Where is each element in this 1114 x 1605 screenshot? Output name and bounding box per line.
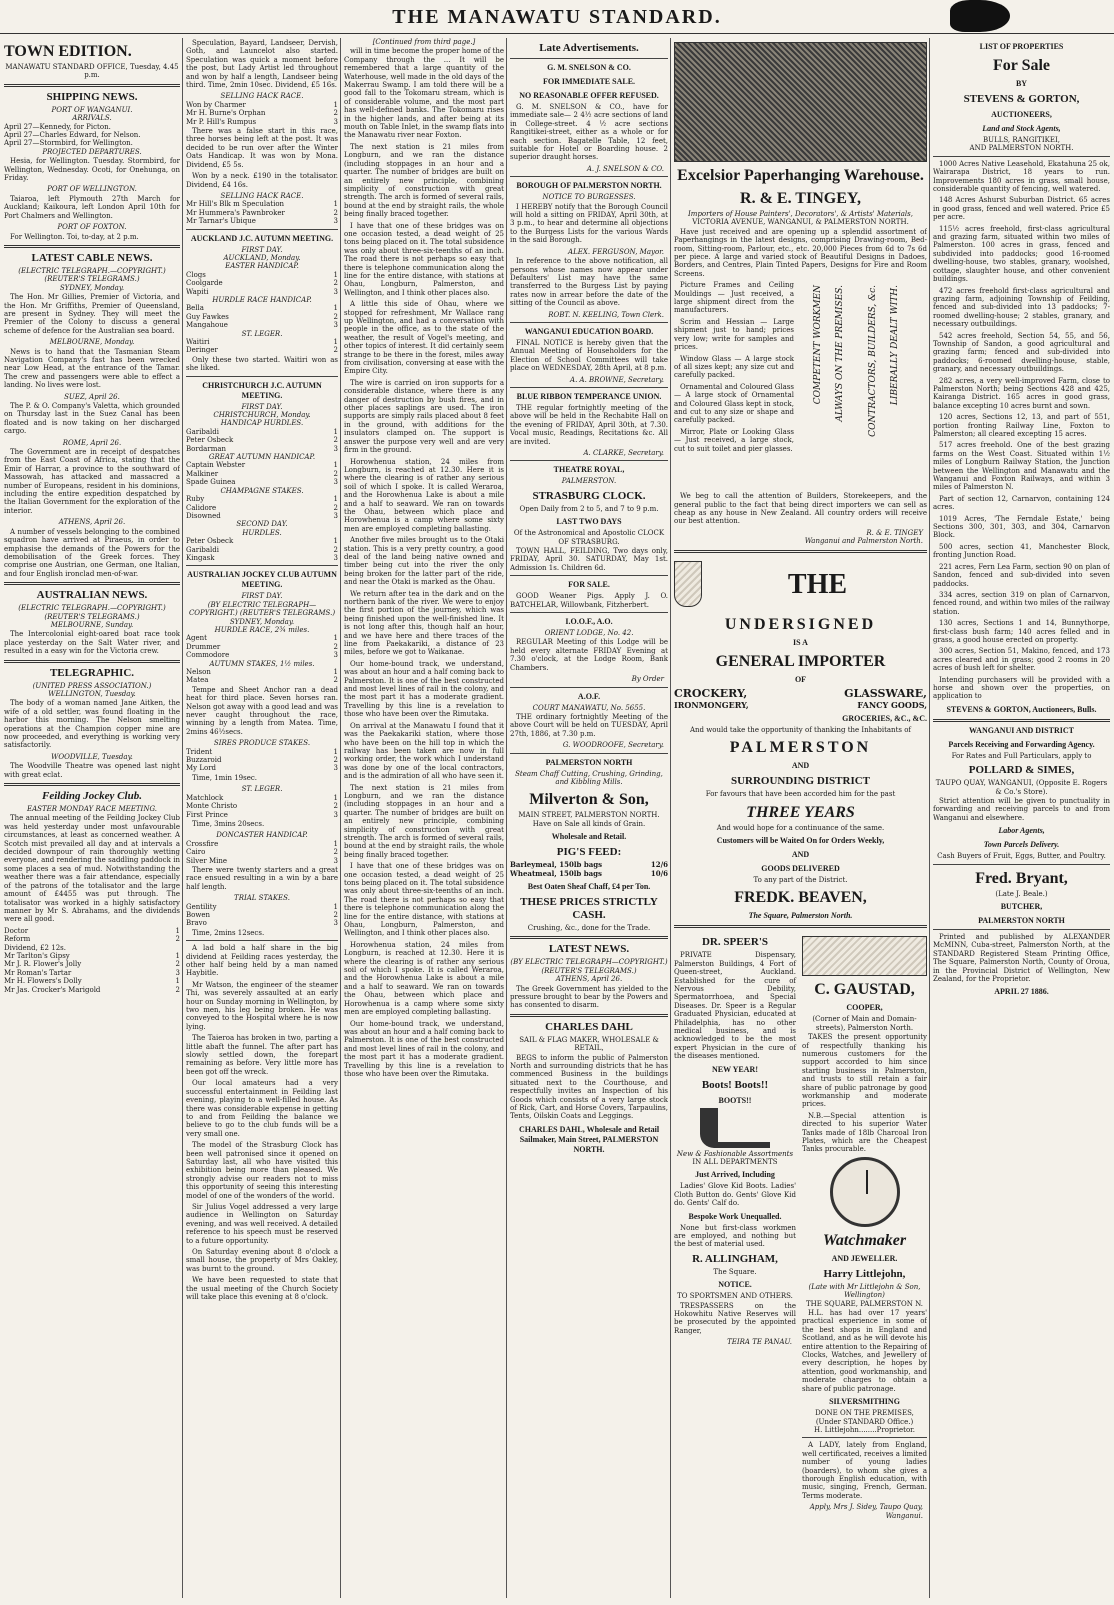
paragraph: A number of vessels belonging to the combined squadron have arrived at Piraeus, in order to emphasise the demands of the Powers for the demobilisation of the Greek forces. They comprise one Austrian, one German, one Italian, and four English ironclad men-of-war.: [4, 527, 180, 578]
ad-heading: UNDERSIGNED: [724, 615, 877, 633]
ad-signature: G. WOODROOFE, Secretary.: [562, 741, 664, 750]
race-heading: ST. LEGER.: [241, 329, 283, 338]
race-heading: EASTER HANDICAP.: [225, 262, 299, 271]
paragraph: Our home-bound track, we understand, was about an hour and a half coming back to Palmerston. It is one of the best constructed and most level lines of rail in the colony, and the most part it has a moderate gradient. Travelling by this line is a revelation to those who have been over the Rimutaka.: [344, 659, 504, 719]
subheading: (UNITED PRESS ASSOCIATION.): [32, 681, 152, 690]
ad-line: Of the Astronomical and Apostolic CLOCK OF STRASBURG.: [513, 529, 665, 546]
paragraph: N.B.—Special attention is directed to his superior Water Tanks made of 18lb Charcoal Iron Plates, which are the Cheapest Tanks procurable.: [802, 1111, 927, 1154]
ad-heading: BLUE RIBBON TEMPERANCE UNION.: [516, 391, 662, 401]
paragraph: Won by a neck. £190 in the totalisator. Dividend, £4 16s.: [186, 172, 338, 189]
ad-heading: Wholesale and Retail.: [551, 832, 627, 842]
dateline: MELBOURNE, Sunday.: [50, 620, 134, 629]
ad-line: BULLS, RANGITIKEI,: [983, 136, 1060, 144]
ad-heading: A.O.F.: [577, 691, 601, 701]
latest-news-heading: LATEST NEWS.: [548, 943, 630, 956]
paragraph: Strict attention will be given to punctuality in forwarding and receiving parcels to and from Wanganui and elsewhere.: [933, 797, 1110, 822]
paragraph: A lad bold a half share in the big dividend at Feilding races yesterday, the other half being held by a man named Haybitle.: [186, 944, 338, 978]
ad-heading: WANGANUI AND DISTRICT: [969, 725, 1074, 735]
ad-heading: PIG'S FEED:: [556, 846, 622, 859]
ad-heading: THEATRE ROYAL,: [553, 465, 625, 475]
paragraph: Tempe and Sheet Anchor ran a dead heat for third place. Seven horses ran. Nelson got away with a good lead and was never caught throughout the race, winning by a length from Matea. Time, 2mins 46½secs.: [186, 685, 338, 736]
ad-line: IN ALL DEPARTMENTS: [692, 1158, 778, 1166]
paragraph: TRESPASSERS on the Hokowhitu Native Reserves will be prosecuted by the appointed Ranger,: [674, 1301, 796, 1335]
ad-signature: ROBT. N. KEELING, Town Clerk.: [548, 310, 664, 319]
ad-line: Open Daily from 2 to 5, and 7 to 9 p.m.: [519, 504, 659, 513]
paragraph: TAKES the present opportunity of respectfully thanking his numerous customers for the support accorded to him since starting business in Palmerston, and trusts to still retain a fair share of public patronage by good workmanship and moderate prices.: [802, 1033, 927, 1109]
dateline: WOODVILLE, Tuesday.: [51, 752, 133, 761]
price-row: Wheatmeal, 150lb bags 10/6: [510, 868, 668, 878]
ad-heading: Just Arrived, Including: [695, 1170, 775, 1180]
ad-heading: PALMERSTON: [729, 739, 872, 757]
ad-heading: THE: [787, 568, 848, 600]
paragraph: The Hon. Mr Gillies, Premier of Victoria, and the Hon. Mr Griffiths, Premier of Queensland, are present in Sydney. They will meet the Premier of the Colony to discuss a general scheme of defence for the Australian sea board.: [4, 293, 180, 335]
paragraph: The annual meeting of the Feilding Jockey Club was held yesterday under most unfavourable circumstances, at least as concerned weather. A Scotch mist prevailed all day and at intervals a decided downpour of rain thoroughly wetting everyone, and rendering the saddling paddock in some places a sea of mud. Notwithstanding the weather there was a fair attendance, especially of the patrons of the totalisator and the large amount of £4455 was put through. The totalisator was worked in a highly satisfactory manner by Mr S. Abrahams, and the dividends were all good.: [4, 814, 180, 924]
subheading: SECOND DAY.: [236, 520, 288, 529]
paragraph: Another five miles brought us to the Otaki station. This is a very pretty country, a good deal of the land being native owned and timber being cut into the river the only being broken for the latter part of the ride, and near the Otaki is marked as the Ohau.: [344, 536, 504, 587]
paragraph: On arrival at the Manawatu I found that it was the Paekakariki station, where those who have been on the hill top in which the railway has been taken are now in full working order, the work which I understand was done by one of the local contractors, and is the admiration of all who have seen it.: [344, 721, 504, 781]
paragraph: In reference to the above notification, all persons whose names now appear under Defaulters' List may have the same transferred to the Burgess List by paying rates now in arrear before the date of the sitting of the Council as above.: [510, 257, 668, 308]
race-row: Doctor 1: [4, 926, 180, 935]
paragraph: THE regular fortnightly meeting of the above will be held in the Rechabite Hall on the evening of FRIDAY, April 30th, at 7.30. Vocal music, Readings, Recitations &c. All are invited.: [510, 403, 668, 446]
ad-signature: A. A. BROWNE, Secretary.: [570, 375, 664, 384]
property-item: 282 acres, a very well-improved Farm, close to Palmerston North; being Sections 428 and 425, Kairanga District. 165 acres in good grass, balance excepting 10 acres burnt and sown.: [933, 376, 1110, 410]
paragraph: I HEREBY notify that the Borough Council will hold a sitting on FRIDAY, April 30th, at 3 p.m., to hear and determine all objections to the Burgess Lists for the various Wards in the said Borough.: [510, 202, 668, 245]
list-item: Window Glass — A large stock of all sizes kept; any size cut and carefully packed.: [674, 354, 794, 380]
list-item: Scrim and Hessian — Large shipment just to hand; prices very low; write for samples and prices.: [674, 317, 794, 352]
race-results: [4, 927, 180, 994]
subheading: PROJECTED DEPARTURES.: [42, 147, 142, 156]
race-heading: HANDICAP HURDLES.: [220, 419, 304, 428]
ad-signature: A. CLARKE, Secretary.: [583, 449, 664, 457]
paragraph: BEGS to inform the public of Palmerston North and surrounding districts that he has commenced Business in the buildings situated next to the Courthouse, and respectfully invites an Inspection of his Goods which consists of a very large stock of Rick, Cart, and Horse Covers, Tarpaulins, Tents, Oilskin Coats and Leggings.: [510, 1053, 668, 1121]
property-item: 517 acres freehold. One of the best grazing farms on the West Coast. Situated within 1½ miles of Longburn Railway Station, the Junction between the Wellington and Manawatu and the Wanganui and Foxton Railways, and within 3 miles of Palmerston N.: [933, 441, 1110, 492]
ad-heading: NO REASONABLE OFFER REFUSED.: [519, 91, 659, 100]
advertiser-name: Milverton & Son,: [529, 791, 649, 809]
paragraph: The wire is carried on iron supports for a considerable distance, where there is any danger of destruction by bush fires, and in other places saplings are used. The iron supports are simply rails placed about 8 feet in the ground, with additions for the insulators clamped on. The support is answer the purpose very well and are very firm in the ground.: [344, 378, 504, 455]
column-display-ads: [674, 38, 927, 1598]
race-row: Mr Roman's Tartar 3: [4, 968, 180, 977]
paragraph: The body of a woman named Jane Aitken, the wife of a old settler, was found floating in the harbor this morning. The Nelson smelting operations at the Champion copper mine are now proceeded, and everything is working very satisfactorily.: [4, 699, 180, 750]
ad-signature: Apply, Mrs J. Sidey, Taupo Quay, Wanganui.: [809, 1503, 923, 1520]
ad-line: To any part of the District.: [753, 875, 848, 884]
property-item: 334 acres, section 319 on plan of Carnarvon, fenced round, and within two miles of the railway station.: [933, 590, 1110, 616]
list-item: Mirror, Plate or Looking Glass — Just received, a large stock, cut to suit toilet and pier glasses.: [674, 427, 794, 453]
column-rule: [670, 38, 671, 1598]
ad-heading: FOR IMMEDIATE SALE.: [542, 77, 636, 86]
column-article: [344, 38, 504, 1598]
ad-heading: AND: [791, 761, 810, 771]
paragraph: Ladies' Glove Kid Boots. Ladies' Cloth Button do. Gents' Glove Kid do. Gents' Calf do.: [674, 1182, 796, 1208]
advertiser-name: Fred. Bryant,: [975, 869, 1068, 887]
paragraph: On Saturday evening about 8 o'clock a small house, the property of Mrs Oakley, was burnt to the ground.: [186, 1248, 338, 1273]
late-ads-heading: Late Advertisements.: [539, 42, 639, 54]
paragraph: The Intercolonial eight-oared boat race took place yesterday on the Salt Water river, and resulted in a easy win for the Victoria crew.: [4, 630, 180, 656]
advertiser-name: DR. SPEER'S: [701, 936, 769, 949]
paragraph: REGULAR Meeting of this Lodge will be held every alternate FRIDAY Evening at 7.30 o'clock, at the Lodge Room, Bank Chambers.: [510, 638, 668, 672]
paragraph: We have been requested to state that the usual meeting of the Church Society will take place this evening at 8 o'clock.: [186, 1276, 338, 1302]
advertiser-name: POLLARD & SIMES,: [968, 764, 1075, 777]
column-properties: [933, 38, 1110, 1598]
race-heading: SELLING HACK RACE.: [220, 191, 304, 200]
race-heading: HURDLE RACE HANDICAP.: [212, 295, 312, 304]
watch-illustration: [830, 1157, 900, 1227]
subheading: (ELECTRIC TELEGRAPH.—COPYRIGHT.) (REUTER'S TELEGRAMS.): [18, 266, 166, 284]
ad-heading: BY: [1015, 79, 1028, 88]
dateline: CHRISTCHURCH, Monday.: [213, 411, 311, 420]
ad-heading: LAST TWO DAYS: [556, 517, 622, 527]
ad-line: The Square, Palmerston North.: [748, 911, 853, 921]
port-heading: PORT OF FOXTON.: [57, 223, 127, 232]
column-rule: [340, 38, 341, 1598]
paragraph: H.L. has had over 17 years' practical experience in some of the best shops in England and Scotland, and as he will devote his entire attention to the Repairing of Clocks, Watches, and Jewellery of every description, he hopes by attention, good workmanship, and moderate charges to obtain a share of public patronage.: [802, 1309, 927, 1393]
subheading: ARRIVALS.: [72, 114, 112, 123]
ad-line: The Square.: [713, 1267, 757, 1276]
property-item: Part of section 12, Carnarvon, containing 124 acres.: [933, 494, 1110, 512]
paragraph: Our local amateurs had a very successful entertainment in Feilding last evening, playing to a well-filled house. As there was considerable expense in getting to and from Feilding the balance we believe to go to the club funds will be a very small one.: [186, 1079, 338, 1138]
subheading: FIRST DAY.: [241, 245, 283, 254]
paragraph: Time, 2mins 12secs.: [192, 928, 265, 937]
ad-heading: FOR SALE.: [568, 580, 610, 590]
ad-line: (Late J. Beale.): [995, 889, 1048, 898]
paragraph: A little this side of Ohau, where we stopped for refreshment, Mr Wallace rang up Wellington, and had a conversation with people in the office, as to the state of the weather, the result of Vogel's meeting, and other topics of interest. It did certainly seem strange to be there in the forest, miles away from civilisation, conversing at ease with the Empire City.: [344, 300, 504, 376]
paragraph: The model of the Strasburg Clock has been well patronised since it opened on Saturday last, all who have visited this exhibition being more than pleased. We strongly advise our readers not to miss this opportunity of seeing this interesting model of one of the wonders of the world.: [186, 1141, 338, 1200]
advertiser-name: FREDK. BEAVEN,: [734, 889, 867, 907]
dateline: ATHENS, April 26.: [555, 975, 623, 984]
ad-heading: Best Oaten Sheaf Chaff, £4 per Ton.: [527, 881, 651, 891]
subheading: (BY ELECTRIC TELEGRAPH—COPYRIGHT.) (REUTER'S TELEGRAMS.): [510, 958, 668, 975]
property-item: 1000 Acres Native Leasehold, Ekatahuna 25 ok, Wairarapa District, 18 years to run. Improvements 180 acres in grass, small house, considerable quantity of fencing, well watered.: [933, 159, 1110, 194]
column-rule: [506, 38, 507, 1598]
race-row: Mr H. Flowers's Dolly 1: [4, 977, 180, 986]
port-heading: PORT OF WANGANUI.: [51, 105, 133, 114]
ad-signature: Wanganui and Palmerston North.: [804, 537, 923, 546]
dateline: SYDNEY, Monday.: [229, 617, 295, 626]
column-rule: [182, 38, 183, 1598]
ad-line: TAUPO QUAY, WANGANUI, (Opposite E. Rogers & Co.'s Store).: [935, 779, 1108, 796]
ad-heading: THESE PRICES STRICTLY CASH.: [520, 895, 658, 921]
port-heading: PORT OF WELLINGTON.: [47, 185, 137, 194]
ad-heading: Watchmaker: [822, 1231, 907, 1249]
race-heading: SELLING HACK RACE.: [220, 92, 304, 101]
advertiser-name: CHARLES DAHL: [545, 1020, 633, 1033]
newspaper-title: THE MANAWATU STANDARD.: [392, 6, 722, 28]
imprint: Printed and published by ALEXANDER McMINN, Cuba-street, Palmerston North, at the STANDARD Registered Steam Printing Office, The Square, Palmerston North, County of Oroua, in the Provincial District of Wellington, New Zealand, for the Proprietor.: [933, 933, 1110, 984]
masthead: [0, 0, 1114, 34]
paragraph: We return after tea in the dark and on the northern bank of the river. We were to enjoy the first portion of the journey, which was being finished upon the well-finished line. It is not long after this, though half an hour, and we have here and there traces of the line from Paekakariki, a distance of 23 miles, before we got to Waikanae.: [344, 589, 504, 657]
dateline: ATHENS, April 26.: [58, 518, 126, 527]
advertiser-name: R. & E. TINGEY,: [740, 190, 861, 207]
sign-painter-illustration: [674, 42, 927, 162]
ad-heading: STRASBURG CLOCK.: [532, 489, 646, 502]
ad-heading: Customers will be Waited On for Orders Weekly,: [716, 835, 885, 845]
ad-line: Have on Sale all kinds of Grain.: [532, 819, 646, 828]
ad-heading: PALMERSTON NORTH: [545, 757, 633, 767]
column-news: [4, 38, 180, 1598]
paragraph: The next station is 21 miles from Longburn, and we ran the distance (including stoppages in an hour and a quarter. The number of bridges are built on an entirely new principle, combining simplicity of construction with great strength. The arch is formed of several rails, bound at the end by straight rails, the whole being finally braced together.: [344, 783, 504, 859]
side-text: COMPETENT WORKMEN: [813, 285, 823, 405]
ad-line: SAIL & FLAG MAKER, WHOLESALE & RETAIL,: [519, 1035, 659, 1053]
ad-line: (Late with Mr Littlejohn & Son, Wellington): [808, 1282, 921, 1300]
race-row: Mr Jas. Crocker's Marigold 2: [4, 985, 180, 994]
tingey-items-block: [674, 281, 927, 491]
ad-line: (Corner of Main and Domain-streets), Palmerston North.: [812, 1015, 917, 1032]
paragraph: Sir Julius Vogel addressed a very large audience in Wellington on Saturday evening, and was well received. A detailed reference to his speech must be reserved to a future opportunity.: [186, 1202, 338, 1245]
side-text: LIBERALLY DEALT WITH.: [890, 285, 900, 406]
paragraph: Horowhenua station, 24 miles from Longburn, is reached at 12.30. Here it is where the clearing is of rather any serious soil of which I spoke. It is called Weraroa, and the Horowhenua Lake is about a mile and a half to seaward. We ran on towards the Ohau, between which place and Horowhenua is a camp where some sixty men are employed completing ballasting.: [344, 457, 504, 533]
ad-heading: AND: [791, 849, 810, 859]
ad-line: MAIN STREET, PALMERSTON NORTH.: [518, 811, 660, 820]
race-heading: HURDLES.: [242, 528, 282, 537]
subheading: ORIENT LODGE, No. 42.: [544, 629, 634, 638]
subheading: (ELECTRIC TELEGRAPH.—COPYRIGHT.) (REUTER'S TELEGRAMS.): [18, 604, 166, 621]
ad-heading: NEW YEAR!: [711, 1064, 758, 1074]
ad-line: AND PALMERSTON NORTH.: [969, 144, 1074, 153]
paragraph: There was a false start in this race, three horses being left at the post. It was decided to be run over after the Winter Oats Handicap. It was won by Mona. Dividend, £5 5s.: [186, 127, 338, 169]
ad-heading: GENERAL IMPORTER: [715, 652, 886, 670]
property-item: 130 acres, Sections 1 and 14, Bunnythorpe, first-class bush farm; 140 acres felled and in grass, a good house erected on property.: [933, 619, 1110, 644]
ad-heading: BOROUGH OF PALMERSTON NORTH.: [516, 181, 662, 191]
paragraph: The Government are in receipt of despatches from the East Coast of Africa, stating that the Emir of Harrar, a province to the southward of Massowah, has attacked and massacred a number of Europeans, resident in his dominions, including the entire expedition despatched by the Italian Government for the exploration of the interior.: [4, 448, 180, 515]
ad-heading: AUCTIONEERS,: [991, 110, 1052, 119]
ad-heading: PALMERSTON NORTH: [978, 916, 1065, 926]
dateline: MELBOURNE, Monday.: [49, 338, 135, 347]
column-sports: Speculation, Bayard, Landseer, Dervish, Goth, and Launcelot also started. Speculation was quick a moment before the post, but Lady Artist led throughout and won by half a length, Landseer being third. Time, 2min 10sec. Dividend, £5 16s. SELLING HACK RACE. Won by Charmer 1 Mr H. Burne's Orphan 2 Mr P. Hill's Rumpus 3 There was a false start in this race, three horses being left at the post. It was decided to be run over after the Winter Oats Handicap. It was won by Mona. Dividend, £5 5s. Won by a neck. £190 in the totalisator. Dividend, £4 16s. SELLING HACK RACE. Mr Hill's Blk m Speculation 1 Mr Hummera's Pawnbroker 2 Mr Tarnar's Ubique 3 AUCKLAND J.C. AUTUMN MEETING. FIRST DAY. AUCKLAND, Monday. EASTER HANDICAP. Clogs 1 Coolgarde 2 Wapiti 3 HURDLE RACE HANDICAP. Bella 1 Guy Fawkes 2 Mangahoue 3 ST. LEGER. Waitiri 1 Deringer 2 Only these two started. Waitiri won as she liked. CHRISTCHURCH J.C. AUTUMN MEETING. FIRST DAY. CHRISTCHURCH, Monday. HANDICAP HURDLES. Garibaldi 1 Peter Osbeck 2 Bordarman 3 GREAT AUTUMN HANDICAP. Captain Webster 1 Malkiner 2 Spade Guinea 3 CHAMPAGNE STAKES. Ruby 1 Calidore 2 Disowned 3 SECOND DAY. HURDLES. Peter Osbeck 1 Garibaldi 2 Kingask 3 AUSTRALIAN JOCKEY CLUB AUTUMN MEETING. FIRST DAY. (BY ELECTRIC TELEGRAPH—COPYRIGHT.) (REUTER'S TELEGRAMS.) SYDNEY, Monday. HURDLE RACE, 2¾ miles. Agent 1 Drummer 2 Commodore 3 AUTUMN STAKES, 1½ miles. Nelson 1 Matea 2 Tempe and Sheet Anchor ran a dead heat for third place. Seven horses ran. Nelson got away with a good lead and was never caught throughout the race, winning by a length from Matea. Time, 2mins 46½secs. SIRES PRODUCE STAKES. Trident 1 Buzzaroid 2 My Lord 3 Time, 1min 19sec. ST. LEGER. Matchlock 1 Monte Christo 2 First Prince 3 Time, 3mins 20secs. DONCASTER HANDICAP. Crossfire 1 Cairo 2 Silver Mine 3 There were twenty starters and a great race ensued resulting in a win by a bare half length. TRIAL STAKES. Gentility 1 Bowen 2 Bravo 3 Time, 2mins 12secs. A lad bold a half share in the big dividend at Feilding races yesterday, the other half being held by a man named Haybitle. Mr Watson, the engineer of the steamer Thi, was severely assaulted at an early hour on Sunday morning in Wellington, by two men, his leg being broken. He was conveyed to the Hospital where he is now lying. The Taieroa has broken in two, parting a little abaft the funnel. The after part has slowly settled down, the forepart remaining as before. Very little more has been got off the wreck. Our local amateurs had a very successful entertainment in Feilding last evening, playing to a well-filled house. As there was considerable expense in getting to and from Feilding the balance we believe to go to the club funds will be a very small one. The model of the Strasburg Clock has been well patronised since it opened on Saturday last, all who have visited this exhibition being more than pleased. We strongly advise our readers not to miss this opportunity of seeing this interesting model of one of the wonders of the world. Sir Julius Vogel addressed a very large audience in Wellington on Saturday evening, and was well received. A detailed reference to his speech must be reserved to a future opportunity. On Saturday evening about 8 o'clock a small house, the property of Mrs Oakley, was burnt to the ground. We have been requested to state that the usual meeting of the Church Society will take place this evening at 8 o'clock.: [186, 39, 338, 1302]
ad-line: (Under STANDARD Office.): [815, 1417, 914, 1426]
arrival-line: April 27—Kennedy, for Picton.: [4, 122, 111, 131]
ad-line: VICTORIA AVENUE, WANGANUI, & PALMERSTON NORTH.: [692, 218, 909, 227]
side-text: ALWAYS ON THE PREMISES.: [835, 285, 845, 422]
arrival-line: April 27—Charles Edward, for Nelson.: [4, 131, 141, 140]
property-item: 148 Acres Ashurst Suburban District. 65 acres in good grass, fenced and well watered. Price £5 per acre.: [933, 196, 1110, 222]
ad-signature: ALEX. FERGUSON, Mayor.: [568, 247, 664, 256]
ad-heading: LIST OF PROPERTIES: [979, 42, 1064, 51]
ad-heading: Parcels Receiving and Forwarding Agency.: [948, 739, 1095, 749]
ad-heading: For Sale: [992, 57, 1051, 74]
race-row: Dividend, £2 12s.: [4, 943, 66, 952]
ad-signature: By Order: [631, 675, 664, 684]
ad-heading: Town Parcels Delivery.: [983, 840, 1060, 850]
advertiser-name: C. GAUSTAD,: [814, 981, 915, 999]
imprint-date: APRIL 27 1886.: [994, 987, 1049, 997]
paragraph: News is to hand that the Tasmanian Steam Navigation Company's fast has been wrecked near Low Head, at the entrance of the Tamar. The crew and passengers were able to effect a landing. No lives were lost.: [4, 347, 180, 390]
paragraph: The next station is 21 miles from Longburn, and we ran the distance (including stoppages in an hour and a quarter. The number of bridges are built on an entirely new principle, combining simplicity of construction with great strength. The arch is formed of several rails, bound at the end by straight rails, the whole being finally braced together.: [344, 142, 504, 219]
paragraph: G. M. SNELSON & CO., have for immediate sale— 2 4½ acre sections of land in College-street. 4 ½ acre sections Rangitikei-street, either as a whole or for each section. Bagatelle Table, 12 feet, suitable for Hotel or Boarding house. 2 superior draught horses.: [510, 103, 668, 162]
boot-illustration: [700, 1108, 770, 1148]
ad-heading: BOOTS!!: [718, 1095, 752, 1105]
dateline: WELLINGTON, Tuesday.: [48, 689, 136, 698]
jockey-heading: Feilding Jockey Club.: [42, 790, 142, 803]
ad-line: Cash Buyers of Fruit, Eggs, Butter, and Poultry.: [937, 852, 1106, 861]
ad-heading: Labor Agents,: [998, 826, 1045, 836]
ad-heading: NOTICE.: [718, 1280, 752, 1290]
race-results: Mr Hill's Blk m Speculation 1 Mr Hummera's Pawnbroker 2 Mr Tarnar's Ubique 3: [186, 200, 338, 226]
side-text: CONTRACTORS, BUILDERS, &c.: [868, 285, 878, 438]
ad-heading: COOPER,: [846, 1003, 883, 1013]
meeting-heading: AUCKLAND J.C. AUTUMN MEETING.: [190, 233, 334, 243]
paragraph: THE ordinary fortnightly Meeting of the above Court will be held on TUESDAY, April 27th, 1886, at 7.30 p.m.: [510, 712, 668, 738]
ad-signature: H. Littlejohn........Proprietor.: [814, 1425, 915, 1434]
race-heading: DONCASTER HANDICAP.: [216, 831, 308, 840]
race-row: Reform 2: [4, 935, 180, 944]
race-row: Mr J. R. Flower's Jolly 2: [4, 960, 180, 969]
vase-illustration: [674, 561, 702, 607]
list-item: Ornamental and Coloured Glass — A large stock of Ornamental and Coloured Glass kept in stock, and cut to any size or shape and carefully packed.: [674, 382, 794, 425]
ad-heading: IS A: [793, 637, 808, 647]
ad-line: IRONMONGERY,: [674, 699, 749, 710]
ad-signature: STEVENS & GORTON, Auctioneers, Bulls.: [946, 704, 1097, 714]
ad-line: Crushing, &c., done for the Trade.: [527, 923, 651, 932]
paragraph: We beg to call the attention of Builders, Storekeepers, and the general public to the fact that being direct importers we can sell as cheap as any house in New Zealand. All country orders will receive our best attention.: [674, 492, 927, 526]
advertiser-name: R. ALLINGHAM,: [692, 1252, 778, 1265]
ad-line: CROCKERY,: [674, 686, 748, 700]
column-rule: [929, 38, 930, 1598]
property-item: 115½ acres freehold, first-class agricultural and grazing farm, situated within two miles of Palmerston. 100 acres in grass, fenced and subdivided into paddocks; good 16-roomed dwelling-house, two stables, granary, woolshed, cottage, slaughter house, and other convenient buildings.: [933, 224, 1110, 284]
ad-heading: Excelsior Paperhanging Warehouse.: [677, 167, 924, 184]
race-heading: TRIAL STAKES.: [234, 894, 290, 903]
property-item: 300 acres, Section 51, Makino, fenced, and 173 acres cleared and in grass; good 2 rooms in 20 acres of bush left for shelter.: [933, 647, 1110, 673]
ad-heading: AND JEWELLER.: [831, 1253, 898, 1263]
race-heading: SIRES PRODUCE STAKES.: [213, 739, 311, 748]
australian-heading: AUSTRALIAN NEWS.: [36, 589, 148, 602]
race-results: Won by Charmer 1 Mr H. Burne's Orphan 2 Mr P. Hill's Rumpus 3: [186, 100, 338, 126]
race-heading: HURDLE RACE, 2¾ miles.: [214, 625, 310, 634]
paragraph: Time, 1min 19sec.: [192, 773, 257, 782]
ad-line: For Rates and Full Particulars, apply to: [951, 751, 1092, 760]
race-heading: CHAMPAGNE STAKES.: [220, 486, 304, 495]
dateline: SUEZ, April 26.: [64, 392, 120, 401]
paragraph: Time, 3mins 20secs.: [192, 819, 265, 828]
ad-line: GLASSWARE,: [844, 686, 927, 700]
ad-signature: TEIRA TE PANAU.: [727, 1338, 792, 1347]
column-advertisements: [510, 38, 668, 1598]
race-heading: GREAT AUTUMN HANDICAP.: [208, 453, 316, 462]
property-item: 472 acres freehold first-class agricultural and grazing farm, adjoining Township of Feilding, fenced and sub-divided into 13 paddocks; 7-roomed dwelling-house; 2 stables, granary, and necessary outbuildings.: [933, 286, 1110, 329]
shipping-heading: SHIPPING NEWS.: [46, 90, 138, 103]
paragraph: Have just received and are opening up a splendid assortment of Paperhangings in the latest designs, comprising Drawing-room, Bed-room, Sitting-room, Parlour, etc., etc. 20,000 Pieces from 6d to 7s 6d per piece. A large and varied stock of Beautiful Designs in Dadoes, Borders, and Centres, Plain Tinted Papers, Designs for Fire and Room Screens.: [674, 227, 927, 278]
ad-heading: GOODS DELIVERED: [761, 863, 840, 873]
telegraphic-heading: TELEGRAPHIC.: [49, 666, 135, 679]
subheading: EASTER MONDAY RACE MEETING.: [26, 805, 158, 814]
ad-heading: SILVERSMITHING: [829, 1397, 900, 1407]
paragraph: The Greek Government has yielded to the pressure brought to bear by the Powers and has consented to disarm.: [510, 984, 668, 1010]
paragraph: There were twenty starters and a great race ensued resulting in a win by a bare half length.: [186, 865, 338, 891]
meeting-heading: AUSTRALIAN JOCKEY CLUB AUTUMN MEETING.: [187, 570, 337, 590]
paragraph: The Woodville Theatre was opened last night with great eclat.: [4, 762, 180, 779]
ad-line: THE SQUARE, PALMERSTON N.: [806, 1299, 923, 1308]
ad-heading: SURROUNDING DISTRICT: [730, 775, 871, 788]
ad-line: And would take the opportunity of thanking the Inhabitants of: [689, 725, 912, 734]
dateline: ROME, April 26.: [62, 438, 122, 447]
paragraph: Mr Watson, the engineer of the steamer Thi, was severely assaulted at an early hour on Sunday morning in Wellington, by two men, his leg being broken. He was conveyed to the Hospital where he is now lying.: [186, 980, 338, 1031]
subheading: COURT MANAWATU, No. 5655.: [532, 703, 646, 712]
meeting-heading: CHRISTCHURCH J.C. AUTUMN MEETING.: [202, 380, 322, 400]
subheading: (BY ELECTRIC TELEGRAPH—COPYRIGHT.) (REUTER'S TELEGRAMS.): [188, 600, 336, 618]
ink-blot-image: [950, 0, 1010, 32]
paragraph: Our home-bound track, we understand, was about an hour and a half coming back to Palmerston. It is one of the best constructed and most level lines of rail in the colony, and the most part it has a moderate gradient. Travelling by this line is a revelation to those who have been over the Rimutaka.: [344, 1019, 504, 1078]
ad-heading: I.O.O.F., A.O.: [565, 617, 613, 627]
continued-note: [Continued from third page.]: [372, 38, 476, 46]
ad-heading: WANGANUI EDUCATION BOARD.: [524, 326, 654, 336]
property-item: 120 acres, Sections 12, 13, and part of 551, portion fronting Railway Line, Foxton to Palmerston; all cleared excepting 15 acres.: [933, 413, 1110, 438]
paragraph: Horowhenua station, 24 miles from Longburn, is reached at 12.30. Here it is where the clearing is of rather any serious soil of which I spoke. It is called Weraroa, and the Horowhenua Lake is about a mile and a half to seaward. We ran on towards the Ohau, between which place and Horowhenua is a camp where some sixty men are employed completing ballasting.: [344, 940, 504, 1017]
ad-line: Importers of House Painters', Decorators', & Artists' Materials,: [688, 210, 913, 218]
property-item: 221 acres, Fern Lea Farm, section 90 on plan of Sandon, fenced and sub-divided into seven paddocks.: [933, 562, 1110, 588]
property-item: 500 acres, section 41, Manchester Block, fronting Junction Road.: [933, 542, 1110, 560]
cable-heading: LATEST CABLE NEWS.: [31, 251, 153, 264]
ad-signature: A. J. SNELSON & CO.: [586, 164, 664, 173]
advertiser-name: Harry Littlejohn,: [823, 1267, 906, 1280]
paragraph: will in time become the proper home of the Company through the ... It will be remembered that a large quantity of the Waterhouse, well made in the old days of the Makerrau Swamp. I am told there will be a good fall to the Tokomaru stream, which is of considerable volume, and the most part has well-defined banks. The Tokomaru rises in the higher lands, and after being at its mouth on Table Inlet, in the swamp flats into the Manawatu river near Foxton.: [344, 47, 504, 140]
ad-heading: BUTCHER,: [1000, 902, 1043, 912]
subheading: FIRST DAY.: [241, 402, 283, 411]
paragraph: Intending purchasers will be provided with a horse and shown over the properties, on application to: [933, 675, 1110, 701]
ad-line: TO SPORTSMEN AND OTHERS.: [677, 1292, 793, 1301]
publication-line: MANAWATU STANDARD OFFICE, Tuesday, 4.45 p.m.: [5, 63, 179, 80]
paragraph: I have that one of these bridges was on one occasion tested, a dead weight of 25 tons being placed on it. The total subsidence was only about three-six-teenths of an inch. The road there is not perhaps so easy that there is telephone communication along the line for the entire distance, with stations at Ohau, Longburn, Palmerston, and Wellington, and I think other places also.: [344, 862, 504, 938]
paragraph: A LADY, lately from England, well certificated, receives a limited number of young ladies (boarders), to whom she gives a thorough English education, with music, singing, French, German. Terms moderate.: [802, 1441, 927, 1500]
ad-heading: Boots! Boots!!: [701, 1078, 769, 1091]
ad-heading: THREE YEARS: [746, 803, 855, 821]
property-item: 1019 Acres, 'The Ferndale Estate,' being Sections 300, 301, 303, and 304, Carnarvon Block.: [933, 514, 1110, 540]
arrival-line: April 27—Stormbird, for Wellington.: [4, 139, 133, 148]
ad-line: For favours that have been accorded him for the past: [705, 790, 896, 799]
ad-line: Steam Chaff Cutting, Crushing, Grinding, and Kibbling Mills.: [515, 769, 663, 786]
dateline: AUCKLAND, Monday.: [223, 253, 301, 262]
race-heading: AUTUMN STAKES, 1½ miles.: [209, 659, 315, 668]
paragraph: Taiaroa, left Plymouth 27th March for Auckland; Kaikoura, left London April 10th for Port Chalmers and Wellington.: [4, 194, 180, 220]
ad-heading: G. M. SNELSON & CO.: [547, 63, 631, 72]
ad-line: And would hope for a continuance of the same.: [716, 823, 885, 832]
ad-line: DONE ON THE PREMISES,: [815, 1409, 914, 1418]
paragraph: The Taieroa has broken in two, parting a little abaft the funnel. The after part has slowly settled down, the forepart remaining as before. Very little more has been got off the wreck.: [186, 1034, 338, 1076]
list-item: Picture Frames and Ceiling Mouldings — Just received, a large shipment direct from the manufacturers.: [674, 281, 794, 315]
ad-line: GROCERIES, &C., &C.: [842, 713, 927, 723]
price-row: Barleymeal, 150lb bags 12/6: [510, 860, 668, 870]
paragraph: None but first-class workmen are employed, and nothing but the best of material used.: [674, 1223, 796, 1249]
ad-heading: Land and Stock Agents,: [982, 124, 1061, 133]
pills-illustration: [802, 936, 927, 976]
ad-signature: CHARLES DAHL, Wholesale and Retail Sailmaker, Main Street, PALMERSTON NORTH.: [518, 1124, 660, 1154]
paragraph: PRIVATE Dispensary, Palmerston Buildings, 4 Fort of Queen-street, Auckland. Established for the cure of Nervous Debility, Spermatorrhoea, and Special Diseases. Dr. Speer is a Regular Graduated Physician, educated at Philadelphia, has no other medical business, and is acknowledged to be the most expert Physician in the cure of the diseases mentioned.: [674, 951, 796, 1061]
ad-line: FANCY GOODS,: [857, 699, 927, 710]
subheading: NOTICE TO BURGESSES.: [542, 193, 636, 202]
race-row: Mr Tarlton's Gipsy 1: [4, 951, 180, 960]
ad-line: New & Fashionable Assortments: [676, 1149, 794, 1158]
paragraph: I have that one of these bridges was on one occasion tested, a dead weight of 25 tons being placed on it. The total subsidence was only about three-six-teenths of an inch. The road there is not perhaps so easy that there is telephone communication along the line for the entire distance, with stations at Ohau, Longburn, Palmerston, and Wellington, and I think other places also.: [344, 221, 504, 297]
ad-heading: Bespoke Work Unequalled.: [688, 1211, 782, 1221]
race-heading: ST. LEGER.: [241, 785, 283, 794]
advertiser-name: STEVENS & GORTON,: [963, 93, 1080, 105]
paragraph: GOOD Weaner Pigs. Apply J. O. BATCHELAR, Willowbank, Fitzherbert.: [510, 592, 668, 609]
dateline: SYDNEY, Monday.: [59, 283, 125, 292]
paragraph: FINAL NOTICE is hereby given that the Annual Meeting of Householders for the Election of School Committees will take place on WEDNESDAY, 28th April, at 8 p.m.: [510, 338, 668, 373]
paragraph: The P. & O. Company's Valetta, which grounded on Thursday last in the Suez Canal has been floated and is now taking on her discharged cargo.: [4, 402, 180, 436]
paragraph: For Wellington. Toi, to-day, at 2 p.m.: [10, 232, 139, 241]
paragraph: Hesia, for Wellington. Tuesday. Stormbird, for Wellington, Wednesday. Ocoti, for Onehunga, on Friday.: [4, 157, 180, 183]
subheading: FIRST DAY.: [241, 592, 283, 601]
property-item: 542 acres freehold, Section 54, 55, and 56, Township of Sandon, a good agricultural and grazing farm; fenced and sub-divided into paddocks; 6-roomed dwelling-house, stable, granary, and necessary outbuildings.: [933, 331, 1110, 374]
subheading: PALMERSTON.: [561, 477, 617, 486]
paragraph: TOWN HALL, FEILDING, Two days only, FRIDAY, April 30. SATURDAY, May 1st. Admission 1s. Children 6d.: [510, 547, 668, 572]
ad-signature: R. & E. TINGEY: [866, 528, 923, 537]
edition-heading: TOWN EDITION.: [4, 43, 132, 60]
ad-heading: OF: [794, 674, 807, 684]
paragraph: Speculation, Bayard, Landseer, Dervish, Goth, and Launcelot also started. Speculation was quick a moment before the post, but Lady Artist led throughout and won by half a length, Landseer being third. Time, 2min 10sec. Dividend, £5 16s.: [186, 39, 338, 90]
paragraph: Only these two started. Waitiri won as she liked.: [186, 355, 338, 373]
